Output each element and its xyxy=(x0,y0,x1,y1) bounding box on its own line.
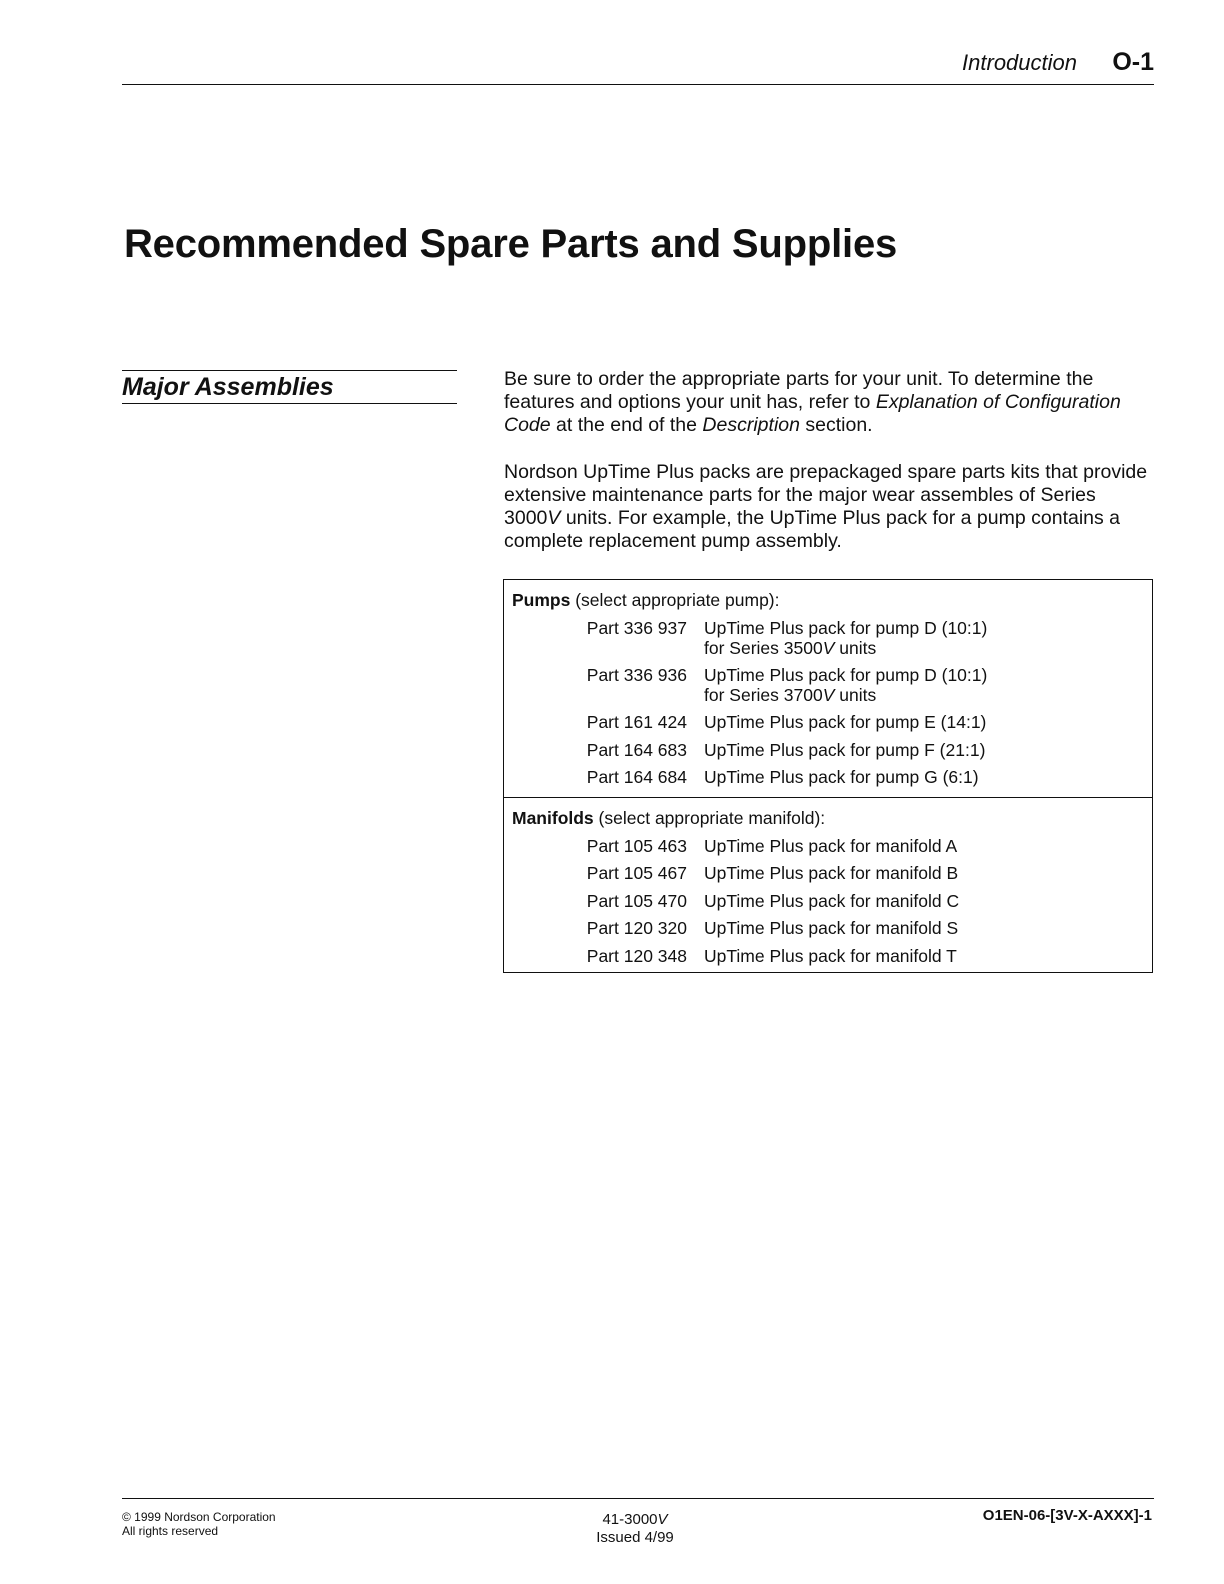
table-group-divider xyxy=(504,797,1152,798)
pumps-heading xyxy=(512,590,780,611)
part-description: UpTime Plus pack for pump D (10:1) for Series 3700V units xyxy=(704,665,988,705)
config-code-reference: Explanation of Configuration Code xyxy=(504,391,1121,436)
part-description: UpTime Plus pack for pump F (21:1) xyxy=(704,740,986,760)
part-description: UpTime Plus pack for manifold A xyxy=(704,836,958,856)
page-title: Recommended Spare Parts and Supplies xyxy=(124,222,898,266)
parts-table xyxy=(503,579,1153,973)
part-description: UpTime Plus pack for pump G (6:1) xyxy=(704,767,979,787)
manifolds-note: (select appropriate manifold): xyxy=(593,808,826,828)
intro-text-3: section. xyxy=(799,414,873,436)
part-number: Part 105 470 xyxy=(586,891,687,911)
uptime-text-2: units. For example, the UpTime Plus pack for a pump contains a complete replacement pump assembly. xyxy=(504,507,1121,552)
footer-rule xyxy=(122,1498,1154,1499)
part-description: UpTime Plus pack for manifold S xyxy=(704,918,959,938)
series-suffix: V xyxy=(547,507,561,529)
sidebar-heading: Major Assemblies xyxy=(122,373,334,401)
rights-line: All rights reserved xyxy=(122,1524,219,1538)
footer-copyright xyxy=(122,1510,276,1538)
part-number: Part 120 348 xyxy=(586,946,687,966)
uptime-paragraph xyxy=(504,461,1154,553)
header-rule xyxy=(122,84,1154,85)
intro-text-1: Be sure to order the appropriate parts for your unit. To determine the features and options your unit has, refer to xyxy=(504,368,1094,413)
pumps-note: (select appropriate pump): xyxy=(570,590,780,610)
header-section-title: Introduction xyxy=(962,50,1077,75)
footer-doc-info xyxy=(560,1511,710,1547)
part-description: UpTime Plus pack for pump E (14:1) xyxy=(704,712,987,732)
issued-date: Issued 4/99 xyxy=(596,1529,674,1546)
description-reference: Description xyxy=(702,414,800,436)
part-description: UpTime Plus pack for pump D (10:1) for Series 3500V units xyxy=(704,618,988,658)
part-description: UpTime Plus pack for manifold T xyxy=(704,946,957,966)
pumps-label: Pumps xyxy=(512,590,571,610)
part-number: Part 164 683 xyxy=(586,740,687,760)
sidebar-heading-top-rule xyxy=(122,370,457,371)
copyright-line: © 1999 Nordson Corporation xyxy=(122,1510,276,1524)
part-description: UpTime Plus pack for manifold B xyxy=(704,863,959,883)
header-page-number: O-1 xyxy=(1112,48,1154,76)
part-number: Part 105 463 xyxy=(586,836,687,856)
sidebar-heading-bottom-rule xyxy=(122,403,457,404)
part-number: Part 120 320 xyxy=(586,918,687,938)
uptime-text-1: Nordson UpTime Plus packs are prepackaged spare parts kits that provide extensive maintenance parts for the major wear assembles of Series 3000 xyxy=(504,461,1148,529)
part-number: Part 161 424 xyxy=(586,712,687,732)
part-number: Part 336 936 xyxy=(586,665,687,685)
part-number: Part 164 684 xyxy=(586,767,687,787)
intro-paragraph xyxy=(504,368,1154,437)
doc-number: 41-3000V xyxy=(602,1511,668,1528)
manifolds-label: Manifolds xyxy=(512,808,594,828)
part-number: Part 105 467 xyxy=(586,863,687,883)
manifolds-heading xyxy=(512,808,825,829)
part-description: UpTime Plus pack for manifold C xyxy=(704,891,960,911)
intro-text-2: at the end of the xyxy=(550,414,703,436)
footer-document-code: O1EN-06-[3V-X-AXXX]-1 xyxy=(982,1507,1152,1524)
part-number: Part 336 937 xyxy=(586,618,687,638)
